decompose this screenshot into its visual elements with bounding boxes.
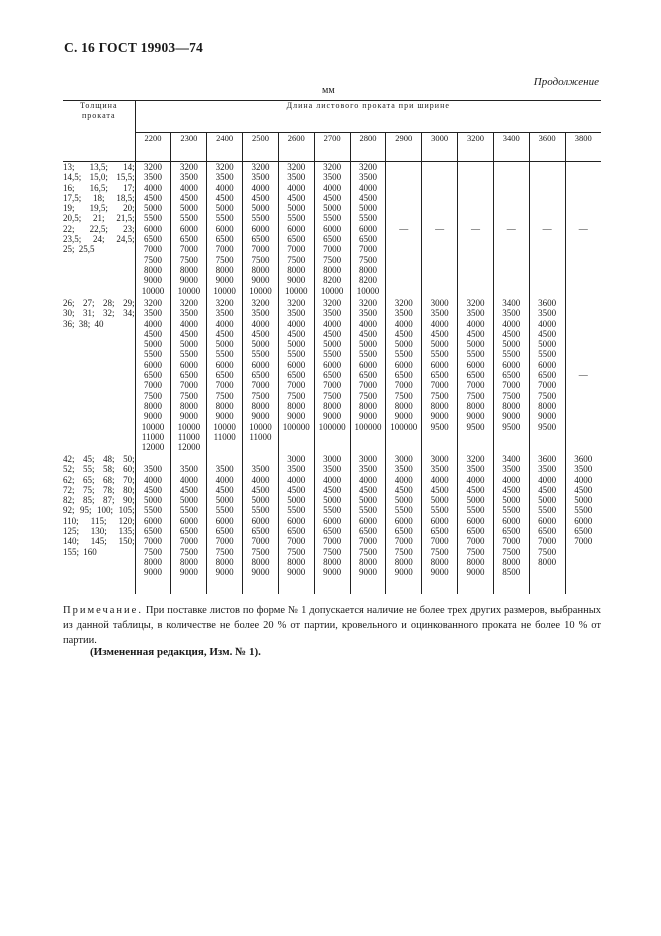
length-cell: 3200 3500 4000 4500 5000 5500 6000 6500 7000 7500 8000 9000 10000 11000 12000 (171, 298, 207, 454)
length-cell: 3200 3500 4000 4500 5000 5500 6000 6500 7000 7500 8000 9000 10000 (278, 162, 314, 299)
width-header-cell: 3000 (422, 133, 458, 162)
length-cell: 3200 3500 4000 4500 5000 5500 6000 6500 7000 7500 8000 9000 10000 11000 (207, 298, 243, 454)
table-row (63, 162, 601, 299)
width-header-cell: 2800 (350, 133, 386, 162)
width-header-cell: 2900 (386, 133, 422, 162)
table-note (63, 603, 601, 648)
note-text: При поставке листов по форме № 1 допускается наличие не более трех других размеров, выбранных из данной таблицы, в количестве не более 20 % от партии, кровельного и оцинкованного проката не более 10 % от партии. (63, 605, 601, 646)
length-cell: 3200 3500 4000 4500 5000 5500 6000 6500 7000 7500 8000 9000 (458, 454, 494, 594)
length-cell: — (386, 162, 422, 299)
width-header-cell: 2300 (171, 133, 207, 162)
length-cell: 3600 3500 4000 4500 5000 5500 6000 6500 7000 7500 8000 9000 9500 (529, 298, 565, 454)
table-row (63, 298, 601, 454)
thickness-header: Толщина проката (63, 101, 135, 162)
thickness-cell: 13; 13,5; 14; 14,5; 15,0; 15,5; 16; 16,5; 17; 17,5; 18; 18,5; 19; 19,5; 20; 20,5; 21; 21,5; 22; 22,5; 23; 23,5; 24; 24,5; 25; 25,5 (63, 162, 135, 299)
length-cell: — (565, 298, 601, 454)
width-header-cell: 2700 (314, 133, 350, 162)
length-cell: — (493, 162, 529, 299)
length-cell: 3600 3500 4000 4500 5000 5500 6000 6500 7000 7500 8000 (529, 454, 565, 594)
length-cell: — (458, 162, 494, 299)
length-cell: — (529, 162, 565, 299)
width-header-cell: 2200 (144, 133, 162, 144)
length-cell: 3200 3500 4000 4500 5000 5500 6000 6500 7000 7500 8000 9000 100000 (278, 298, 314, 454)
continuation-label: Продолжение (533, 76, 599, 88)
width-header-row (63, 133, 601, 162)
length-cell: 3000 3500 4000 4500 5000 5500 6000 6500 7000 7500 8000 9000 (386, 454, 422, 594)
width-header-cell: 2500 (243, 133, 279, 162)
width-header-cell: 3800 (565, 133, 601, 162)
length-cell: 3200 3500 4000 4500 5000 5500 6000 6500 7000 7500 8000 9000 10000 (207, 162, 243, 299)
length-cell: 3200 3500 4000 4500 5000 5500 6000 6500 7000 7500 8000 9000 100000 (386, 298, 422, 454)
length-cell: 3400 3500 4000 4500 5000 5500 6000 6500 7000 7500 8000 8500 (493, 454, 529, 594)
thickness-cell: 26; 27; 28; 29; 30; 31; 32; 34; 36; 38; 40 (63, 298, 135, 454)
length-cell: 3200 3500 4000 4500 5000 5500 6000 6500 7000 7500 8000 9000 100000 (350, 298, 386, 454)
page-header: С. 16 ГОСТ 19903—74 (64, 40, 203, 55)
length-cell: 3000 3500 4000 4500 5000 5500 6000 6500 7000 7500 8000 9000 (422, 454, 458, 594)
width-header-cell: 3200 (458, 133, 494, 162)
length-cell: 3000 3500 4000 4500 5000 5500 6000 6500 7000 7500 8000 9000 (350, 454, 386, 594)
length-cell: 3200 3500 4000 4500 5000 5500 6000 6500 7000 7500 8000 9000 10000 11000 12000 (141, 298, 165, 453)
length-cell: 3200 3500 4000 4500 5000 5500 6000 6500 7000 7500 8000 9000 9500 (458, 298, 494, 454)
length-cell: 3200 3500 4000 4500 5000 5500 6000 6500 7000 7500 8000 9000 10000 (243, 162, 279, 299)
note-label: Примечание. (63, 605, 143, 616)
width-header-cell: 2400 (207, 133, 243, 162)
width-header-cell: 3400 (493, 133, 529, 162)
length-cell: 3600 3500 4000 4500 5000 5500 6000 6500 7000 (565, 454, 601, 594)
length-cell: 3400 3500 4000 4500 5000 5500 6000 6500 7000 7500 8000 9000 9500 (493, 298, 529, 454)
edit-note: (Измененная редакция, Изм. № 1). (90, 646, 261, 658)
length-cell: 3000 3500 4000 4500 5000 5500 6000 6500 7000 7500 8000 9000 9500 (422, 298, 458, 454)
unit-label: мм (322, 85, 335, 96)
length-cell: 3200 3500 4000 4500 5000 5500 6000 6500 7000 7500 8000 9000 10000 11000 (243, 298, 279, 454)
length-cell: — (422, 162, 458, 299)
length-cell: 3200 3500 4000 4500 5000 5500 6000 6500 7000 7500 8000 9000 10000 (141, 162, 165, 296)
length-cell: 3000 3500 4000 4500 5000 5500 6000 6500 7000 7500 8000 9000 (314, 454, 350, 594)
length-cell: — (565, 162, 601, 299)
length-cell: 3500 4000 4500 5000 5500 6000 6500 7000 7500 8000 9000 (143, 464, 162, 578)
length-cell: 3500 4000 4500 5000 5500 6000 6500 7000 7500 8000 9000 (171, 454, 207, 594)
length-cell: 3200 3500 4000 4500 5000 5500 6000 6500 7000 7500 8000 9000 100000 (314, 298, 350, 454)
width-header-cell: 3600 (529, 133, 565, 162)
length-cell: 3200 3500 4000 4500 5000 5500 6000 6500 7000 7500 8000 8200 10000 (350, 162, 386, 299)
length-cell: 3200 3500 4000 4500 5000 5500 6000 6500 7000 7500 8000 9000 10000 (171, 162, 207, 299)
thickness-cell: 42; 45; 48; 50; 52; 55; 58; 60; 62; 65; 68; 70; 72; 75; 78; 80; 82; 85; 87; 90; 92; 95; 100; 105; 110; 115; 120; 125; 130; 135; 140; 145; 150; 155; 160 (63, 454, 135, 594)
width-header-cell: 2600 (278, 133, 314, 162)
length-cell: 3500 4000 4500 5000 5500 6000 6500 7000 7500 8000 9000 (243, 454, 279, 594)
table-row (63, 454, 601, 594)
length-cell: 3200 3500 4000 4500 5000 5500 6000 6500 7000 7500 8000 8200 10000 (314, 162, 350, 299)
length-cell: 3000 3500 4000 4500 5000 5500 6000 6500 7000 7500 8000 9000 (278, 454, 314, 594)
length-cell: 3500 4000 4500 5000 5500 6000 6500 7000 7500 8000 9000 (207, 454, 243, 594)
dimensions-table (63, 100, 601, 594)
length-header: Длина листового проката при ширине (135, 101, 601, 133)
